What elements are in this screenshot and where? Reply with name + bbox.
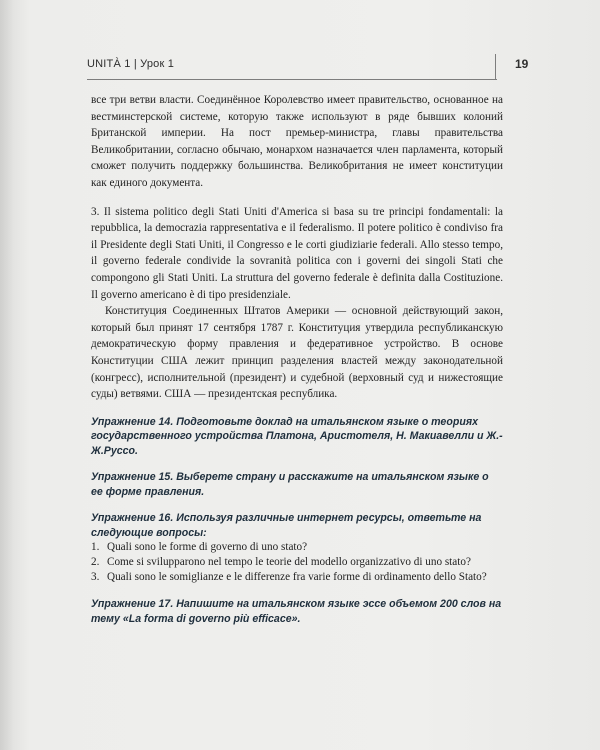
page-header (87, 52, 537, 80)
question-number: 3. (91, 571, 100, 584)
question-text: Quali sono le somiglianze e le differenze fra varie forme di ordinamento dello Stato? (107, 571, 487, 584)
header-divider (495, 54, 496, 80)
paragraph-us-political-system: 3. Il sistema politico degli Stati Uniti d'America si basa su tre principi fondamentali: la repubblica, la democrazia rappresentativa e il federalismo. Il potere politico è condiviso fra il Presidente degli Stati Uniti, il Congresso e le corti giudiziarie federali. Allo stesso tempo, il governo federale condivide la sovranità politica con i governi dei singoli Stati che compongono gli Stati Uniti. La struttura del governo federale è definita dalla Costituzione. Il governo americano è di tipo presidenziale. (91, 205, 503, 301)
question-number: 1. (91, 541, 100, 554)
list-item (91, 570, 503, 585)
question-number: 2. (91, 556, 100, 569)
list-item (91, 555, 503, 570)
question-list (91, 540, 503, 585)
paragraph-us-constitution: Конституция Соединенных Штатов Америки — основной действующий закон, который был принят 17 сентября 1787 г. Конституция утвердила республиканскую демократическую форму правления и федеративное устройство. В основе Конституции США лежит принцип разделения властей между законодательной (конгресс), исполнительной (президент) и судебной (верховный суд и нижестоящие суды) ветвями. США — президентская республика. (91, 305, 503, 401)
list-item (91, 540, 503, 555)
exercise-16: Упражнение 16. Используя различные интернет ресурсы, ответьте на следующие вопросы: (91, 512, 482, 539)
question-text: Quali sono le forme di governo di uno stato? (107, 541, 308, 554)
header-rule (87, 79, 497, 80)
exercise-14: Упражнение 14. Подготовьте доклад на итальянском языке о теориях государственного устройства Платона, Аристотеля, Н. Макиавелли и Ж.-Ж.Руссо. (91, 415, 503, 457)
paragraph-uk-government: все три ветви власти. Соединённое Королевство имеет правительство, основанное на вестминстерской системе, которую также используют в ряде бывших колоний Британской империи. На пост премьер-министра, главы правительства Великобритании, согласно обычаю, монархом назначается член парламента, который сможет получить поддержку большинства. Великобритания не имеет конституции как единого документа. (91, 94, 503, 189)
page-body (91, 92, 503, 626)
exercise-17: Упражнение 17. Напишите на итальянском языке эссе объемом 200 слов на тему «La forma di governo più efficace». (91, 598, 502, 625)
exercise-15: Упражнение 15. Выберете страну и расскажите на итальянском языке о ее форме правления. (91, 471, 489, 498)
running-head: UNITÀ 1 | Урок 1 (87, 58, 175, 70)
page-number: 19 (515, 57, 529, 71)
question-text: Come si svilupparono nel tempo le teorie del modello organizzativo di uno stato? (107, 556, 471, 569)
